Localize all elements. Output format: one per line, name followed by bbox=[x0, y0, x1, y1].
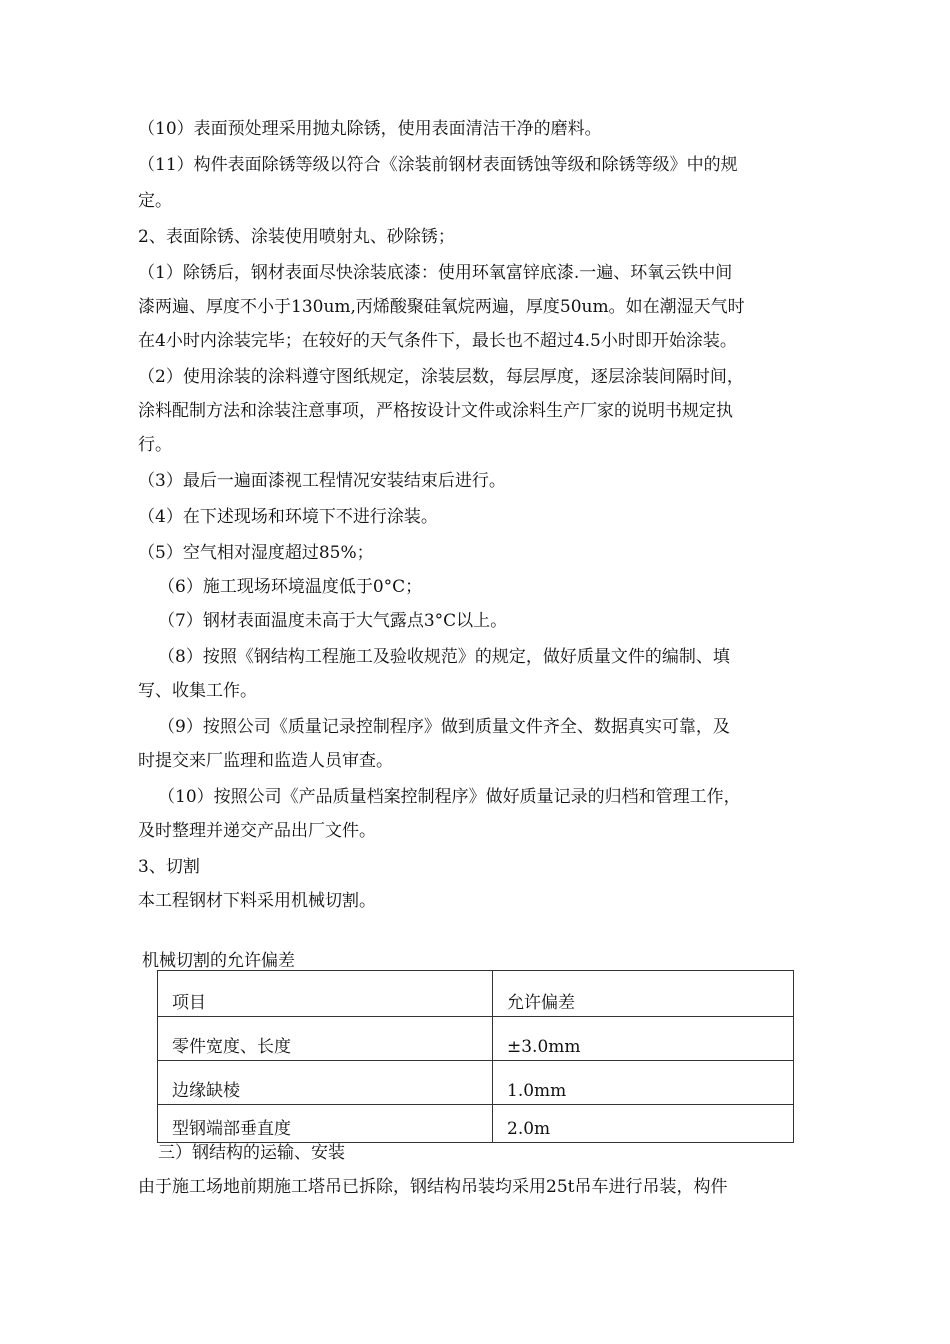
paragraph-line: 漆两遍、厚度不小于130um,丙烯酸聚硅氧烷两遍，厚度50um。如在潮湿天气时 bbox=[138, 297, 745, 317]
paragraph-line: （8）按照《钢结构工程施工及验收规范》的规定，做好质量文件的编制、填 bbox=[158, 647, 730, 667]
paragraph-line: （5）空气相对湿度超过85%； bbox=[138, 543, 374, 563]
paragraph-line: （3）最后一遍面漆视工程情况安装结束后进行。 bbox=[138, 471, 506, 491]
table-cell: 2.0m bbox=[493, 1105, 794, 1143]
paragraph-line: 时提交来厂监理和监造人员审查。 bbox=[138, 751, 393, 771]
paragraph-line: 及时整理并递交产品出厂文件。 bbox=[138, 821, 376, 841]
table-cell: 型钢端部垂直度 bbox=[158, 1105, 493, 1143]
paragraph-line: （2）使用涂装的涂料遵守图纸规定，涂装层数，每层厚度，逐层涂装间隔时间， bbox=[138, 367, 744, 387]
table-cell: 零件宽度、长度 bbox=[158, 1017, 493, 1061]
table-cell: ±3.0mm bbox=[493, 1017, 794, 1061]
paragraph-line: （4）在下述现场和环境下不进行涂装。 bbox=[138, 507, 438, 527]
table-header-cell: 项目 bbox=[158, 971, 493, 1017]
paragraph-line: 写、收集工作。 bbox=[138, 681, 257, 701]
paragraph-line: （7）钢材表面温度未高于大气露点3°C以上。 bbox=[158, 611, 508, 631]
paragraph-line: 在4小时内涂装完毕；在较好的天气条件下，最长也不超过4.5小时即开始涂装。 bbox=[138, 331, 737, 351]
section-heading: 2、表面除锈、涂装使用喷射丸、砂除锈； bbox=[138, 227, 455, 247]
paragraph-line: （10）按照公司《产品质量档案控制程序》做好质量记录的归档和管理工作， bbox=[158, 787, 741, 807]
section-heading: 3、切割 bbox=[138, 857, 200, 877]
paragraph-line: 由于施工场地前期施工塔吊已拆除，钢结构吊装均采用25t吊车进行吊装，构件 bbox=[138, 1177, 728, 1197]
table-header-cell: 允许偏差 bbox=[493, 971, 794, 1017]
paragraph-line: 行。 bbox=[138, 435, 172, 455]
paragraph-line: （1）除锈后，钢材表面尽快涂装底漆：使用环氧富锌底漆.一遍、环氧云铁中间 bbox=[138, 263, 733, 283]
table-header-row bbox=[158, 971, 794, 1017]
section-heading: 三）钢结构的运输、安装 bbox=[158, 1143, 345, 1163]
table-cell: 边缘缺棱 bbox=[158, 1061, 493, 1105]
paragraph-line: 定。 bbox=[138, 191, 172, 211]
paragraph-line: （9）按照公司《质量记录控制程序》做到质量文件齐全、数据真实可靠，及 bbox=[158, 717, 730, 737]
paragraph-line: （6）施工现场环境温度低于0°C； bbox=[158, 577, 423, 597]
paragraph-line: （10）表面预处理采用抛丸除锈，使用表面清洁干净的磨料。 bbox=[138, 119, 602, 139]
table-row bbox=[158, 1061, 794, 1105]
table-row bbox=[158, 1105, 794, 1143]
table-caption: 机械切割的允许偏差 bbox=[142, 951, 295, 971]
paragraph-line: 本工程钢材下料采用机械切割。 bbox=[138, 891, 376, 911]
table-row bbox=[158, 1017, 794, 1061]
paragraph-line: 涂料配制方法和涂装注意事项，严格按设计文件或涂料生产厂家的说明书规定执 bbox=[138, 401, 733, 421]
tolerance-table bbox=[157, 970, 794, 1143]
table-cell: 1.0mm bbox=[493, 1061, 794, 1105]
paragraph-line: （11）构件表面除锈等级以符合《涂装前钢材表面锈蚀等级和除锈等级》中的规 bbox=[138, 155, 738, 175]
